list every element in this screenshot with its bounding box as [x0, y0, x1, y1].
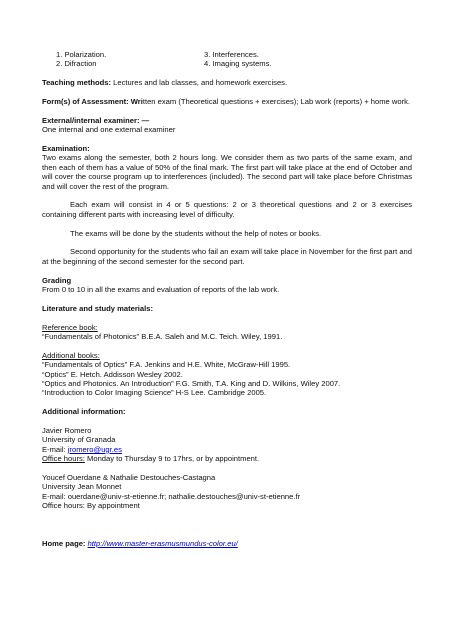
- examination-paragraph-3: The exams will be done by the students without the help of notes or books.: [70, 228, 322, 238]
- contact-email: E-mail: ouerdane@univ-st-etienne.fr; nathalie.destouches@univ-st-etienne.fr: [42, 491, 301, 501]
- book-item: “Optics” E. Hetch. Addisson Wesley 2002.: [42, 369, 183, 379]
- reference-book: “Fundamentals of Photonics” B.E.A. Saleh and M.C. Teich. Wiley, 1991.: [42, 332, 283, 341]
- contact-org: University of Granada: [42, 435, 116, 445]
- teaching-text: Lectures and lab classes, and homework exercises.: [111, 78, 288, 88]
- grading-heading: Grading: [42, 275, 72, 285]
- teaching-label: Teaching methods:: [42, 78, 112, 88]
- topic-item: 1. Polarization.: [56, 50, 107, 59]
- homepage-link[interactable]: http://www.master-erasmusmundus-color.eu/: [87, 538, 238, 548]
- examination-paragraph-4: Second opportunity for the students who fail an exam will take place in November for the first part and at the beginning of the second semester for the second part.: [42, 247, 412, 266]
- email-label: E-mail:: [42, 444, 68, 454]
- additional-books-label: Additional books:: [42, 350, 100, 360]
- assessment: [42, 97, 412, 106]
- topic-item: 4. Imaging systems.: [204, 59, 272, 69]
- hours-text: Monday to Thursday 9 to 17hrs, or by appointment.: [84, 454, 260, 464]
- contact-hours: Office hours: By appointment: [42, 501, 140, 511]
- hours-label: Office hours:: [42, 454, 85, 464]
- contact-name: Javier Romero: [42, 426, 92, 436]
- topic-list: [56, 50, 412, 69]
- reference-book-label: Reference book:: [42, 322, 98, 332]
- examiner-text: One internal and one external examiner: [42, 125, 176, 135]
- examination-paragraph-2: Each exam will consist in 4 or 5 questions: 2 or 3 theoretical questions and 2 or 3 exercises containing different parts with increasing level of difficulty.: [42, 200, 412, 219]
- examiner-heading: External/internal examiner: —: [42, 115, 150, 125]
- contact-name: Youcef Ouerdane & Nathalie Destouches-Castagna: [42, 473, 216, 483]
- literature-heading: Literature and study materials:: [42, 303, 153, 313]
- homepage-label: Home page:: [42, 538, 88, 548]
- additional-info-heading: Additional information:: [42, 407, 126, 417]
- examination-paragraph-1: Two exams along the semester, both 2 hours long. We consider them as two parts of the same exam, and then each of them has a value of 50% of the final mark. The first part will take place at the end of October and will cover the course program up to interferences (included). The second part will take place before Christmas and will cover the rest of the program.: [42, 153, 412, 191]
- teaching-methods: [42, 78, 412, 87]
- book-item: “Introduction to Color Imaging Science” H-S Lee. Cambridge 2005.: [42, 388, 267, 398]
- email-link[interactable]: jromero@ugr.es: [67, 444, 122, 454]
- contact-org: University Jean Monnet: [42, 482, 122, 492]
- book-item: “Optics and Photonics. An Introduction” F.G. Smith, T.A. King and D. Wilkins, Wiley 2007.: [42, 379, 341, 389]
- topic-item: 3. Interferences.: [204, 50, 259, 59]
- topic-item: 2. Difraction: [56, 59, 97, 69]
- grading-text: From 0 to 10 in all the exams and evaluation of reports of the lab work.: [42, 285, 280, 294]
- homepage: [42, 539, 412, 548]
- contact-hours: [42, 454, 412, 463]
- assessment-text: tten exam (Theoretical questions + exercises); Lab work (reports) + home work.: [142, 96, 411, 106]
- document-page: [42, 50, 412, 548]
- assessment-label: Form(s) of Assessment: Wri: [42, 96, 143, 106]
- contact-email: [42, 445, 412, 454]
- examination-heading: Examination:: [42, 143, 90, 153]
- book-item: “Fundamentals of Optics” F.A. Jenkins and H.E. White, McGraw-Hill 1995.: [42, 360, 291, 370]
